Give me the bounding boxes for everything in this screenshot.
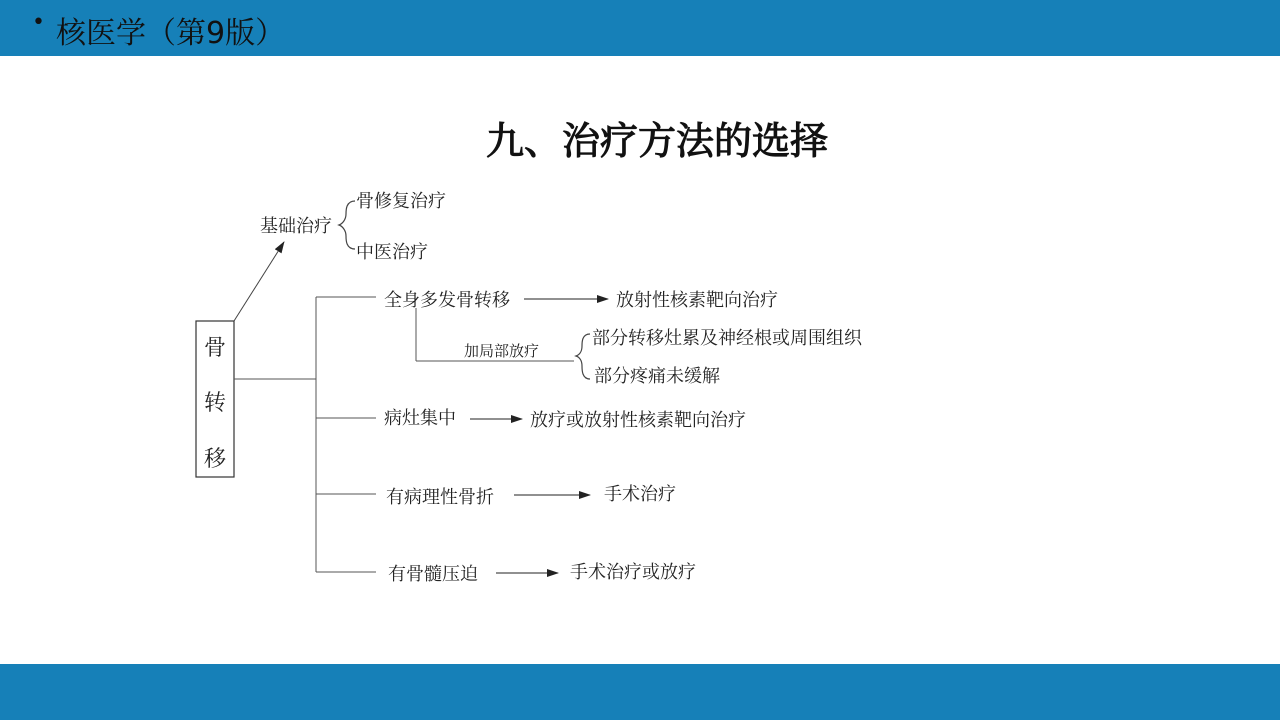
basic-arrow [234,242,284,321]
compression-result: 手术治疗或放疗 [570,562,696,583]
basic-child-2: 中医治疗 [356,242,428,263]
local-label: 加局部放疗 [464,342,540,360]
root-char-1: 骨 [203,336,227,361]
compression-label: 有骨髓压迫 [388,564,478,585]
focal-label: 病灶集中 [384,408,456,429]
local-child-1: 部分转移灶累及神经根或周围组织 [592,328,862,349]
fracture-label: 有病理性骨折 [386,487,494,508]
course-title: 核医学（第9版） [56,16,286,51]
footer-bar [0,664,1280,720]
basic-child-1: 骨修复治疗 [356,191,446,212]
basic-label: 基础治疗 [260,216,332,237]
focal-result: 放疗或放射性核素靶向治疗 [530,410,746,431]
fracture-result: 手术治疗 [604,484,676,505]
basic-brace [339,201,355,249]
bullet-icon: • [32,10,45,35]
systemic-result: 放射性核素靶向治疗 [616,290,778,311]
slide-title: 九、治疗方法的选择 [485,119,828,163]
local-brace [576,334,590,379]
root-char-3: 移 [203,447,227,472]
local-child-2: 部分疼痛未缓解 [594,366,720,387]
root-char-2: 转 [203,391,227,416]
systemic-label: 全身多发骨转移 [384,290,510,311]
